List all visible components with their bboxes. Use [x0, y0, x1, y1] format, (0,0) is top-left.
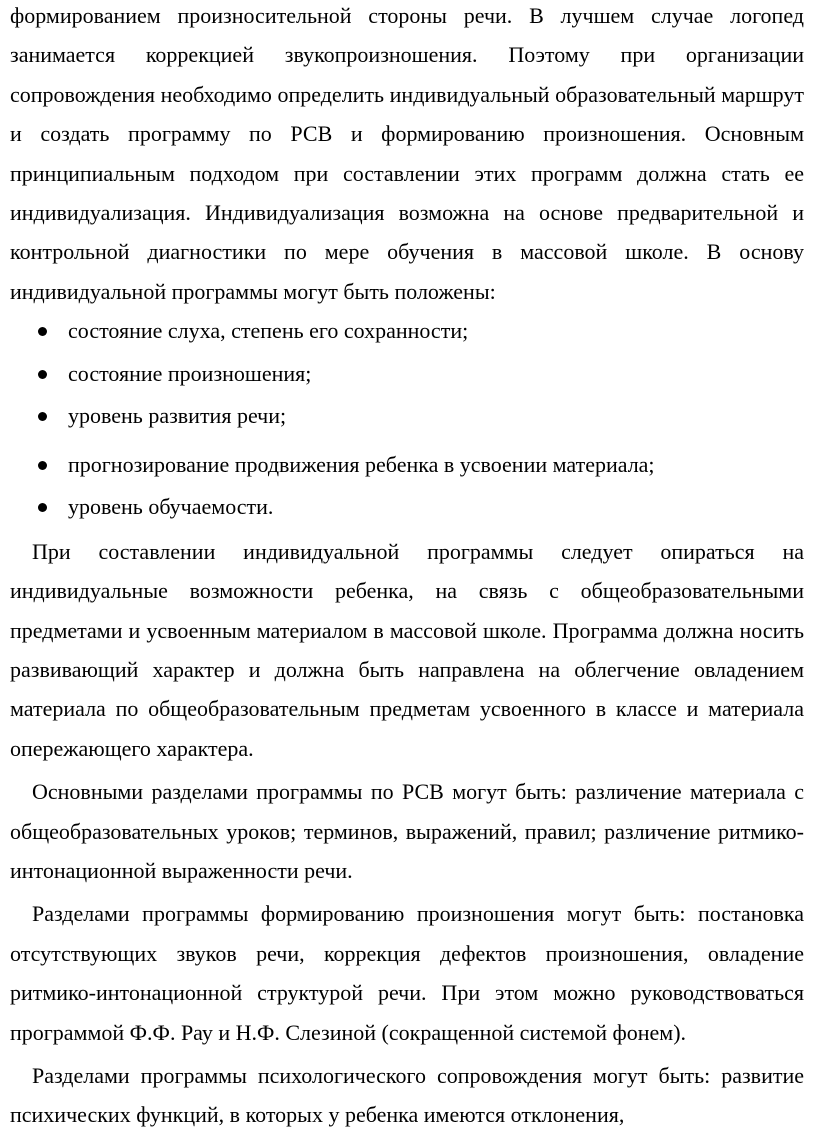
paragraph-pronunciation-sections: Разделами программы формированию произношения могут быть: постановка отсутствующих звуков речи, коррекция дефектов произношения, овладение ритмико-интонационной структурой речи. При этом можно руководствоваться программой Ф.Ф. Рау и Н.Ф. Слезиной (сокращенной системой фонем). — [10, 901, 804, 1045]
list-item-text: состояние произношения; — [68, 360, 312, 386]
bullet-icon — [38, 370, 47, 379]
paragraph-intro: формированием произносительной стороны речи. В лучшем случае логопед занимается коррекцией звукопроизношения. Поэтому при организации сопровождения необходимо определить индивидуальный образовательный маршрут и создать программу по РСВ и формированию произношения. Основным принципиальным подходом при составлении этих программ должна стать ее индивидуализация. Индивидуализация возможна на основе предварительной и контрольной диагностики по мере обучения в массовой школе. В основу индивидуальной программы могут быть положены: — [10, 3, 804, 304]
bullet-list — [0, 311, 816, 530]
list-item-text: прогнозирование продвижения ребенка в усвоении материала; — [68, 451, 655, 477]
list-item-text: уровень обучаемости. — [68, 494, 274, 520]
paragraph-individual-program: При составлении индивидуальной программы следует опираться на индивидуальные возможности ребенка, на связь с общеобразовательными предметами и усвоенным материалом в массовой школе. Программа должна носить развивающий характер и должна быть направлена на облегчение овладением материала по общеобразовательным предметам усвоенного в классе и материала опережающего характера. — [10, 538, 804, 761]
list-item — [0, 396, 816, 439]
bullet-icon — [38, 412, 47, 421]
list-item — [0, 487, 816, 530]
list-item-text: уровень развития речи; — [68, 403, 287, 429]
paragraph-rsv-sections: Основными разделами программы по РСВ могут быть: различение материала с общеобразовательных уроков; терминов, выражений, правил; различение ритмико-интонационной выраженности речи. — [10, 779, 804, 883]
list-item-text: состояние слуха, степень его сохранности; — [68, 318, 469, 344]
list-item — [0, 445, 816, 488]
list-item — [0, 311, 816, 354]
paragraph-psychological-sections: Разделами программы психологического сопровождения могут быть: развитие психических функций, в которых у ребенка имеются отклонения, — [10, 1063, 804, 1128]
bullet-icon — [38, 503, 47, 512]
bullet-icon — [38, 461, 47, 470]
list-item — [0, 354, 816, 397]
bullet-icon — [38, 327, 47, 336]
